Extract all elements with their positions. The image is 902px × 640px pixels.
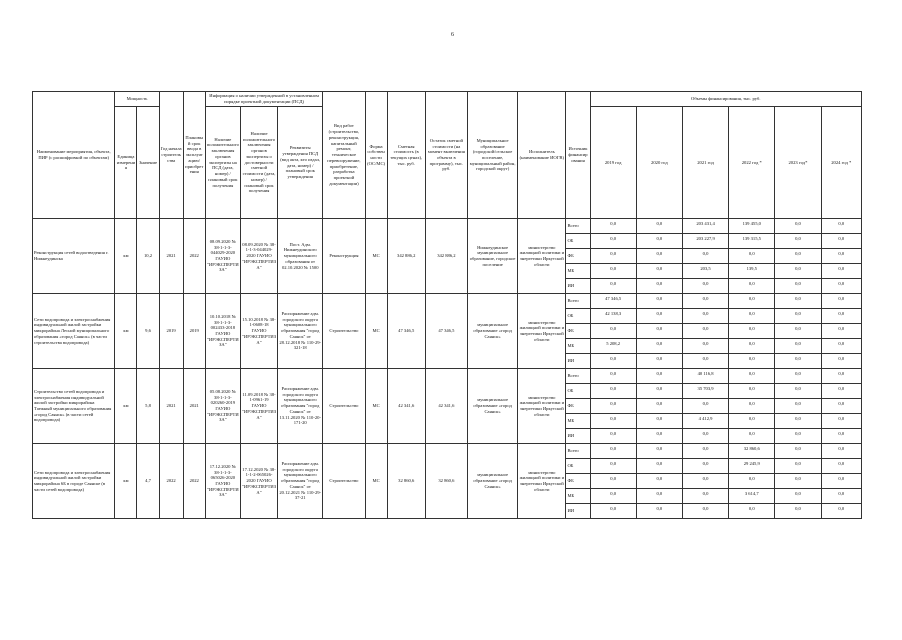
funding-cell: 0,0 [682, 354, 728, 369]
funding-source: МБ [566, 339, 590, 354]
funding-source: ИИ [566, 354, 590, 369]
funding-cell: 0,0 [636, 264, 682, 279]
object-estimate-cost: 42 341,6 [387, 369, 425, 444]
object-municipality: Нижнеудинское муниципальное образование, городское поселение [467, 219, 517, 294]
funding-cell: 0,0 [590, 324, 636, 339]
header-financing: Объемы финансирования, тыс. руб. [590, 92, 861, 107]
header-psd-info: Информация о наличии утвержденной в установленном порядке проектной документации (ПСД) [205, 92, 323, 107]
header-year: 2022 год * [729, 107, 775, 219]
funding-cell: 0,0 [590, 414, 636, 429]
header-estimate-check: Наличие положительного заключения органов экспертизы о достоверности сметной стоимости (дата, номер) / плановый срок получения [240, 107, 277, 219]
funding-cell: 0,0 [729, 504, 775, 519]
funding-cell: 0,0 [775, 354, 821, 369]
funding-source: Всего [566, 444, 590, 459]
table-row [33, 369, 862, 384]
funding-cell: 0,0 [682, 474, 728, 489]
funding-cell: 32 860,6 [729, 444, 775, 459]
funding-cell: 0,0 [729, 414, 775, 429]
object-name: Реконструкция сетей водоотведения г. Нижнеудинска [33, 219, 115, 294]
object-planned-year: 2021 [183, 369, 205, 444]
funding-cell: 0,0 [775, 339, 821, 354]
funding-cell: 0,0 [590, 384, 636, 399]
funding-source: ОБ [566, 309, 590, 324]
funding-cell: 0,0 [682, 459, 728, 474]
funding-cell: 0,0 [636, 339, 682, 354]
funding-cell: 0,0 [729, 309, 775, 324]
object-work-type: Строительство [323, 444, 365, 519]
funding-cell: 0,0 [775, 489, 821, 504]
header-year: 2023 год* [775, 107, 821, 219]
funding-cell: 0,0 [775, 279, 821, 294]
object-executor: министерство жилищной политики и энергетики Иркутской области [518, 369, 566, 444]
object-planned-year: 2022 [183, 444, 205, 519]
object-estimate-cost: 342 886,2 [387, 219, 425, 294]
funding-cell: 0,0 [682, 294, 728, 309]
funding-cell: 42 138,3 [590, 309, 636, 324]
funding-cell: 0,0 [682, 339, 728, 354]
object-value: 5,8 [137, 369, 159, 444]
funding-cell: 0,0 [590, 249, 636, 264]
header-approval: Реквизиты утверждения ПСД (вид акта, кто издал, дата, номер) / плановый срок утверждения [278, 107, 323, 219]
funding-source: ФБ [566, 474, 590, 489]
funding-cell: 0,0 [682, 444, 728, 459]
header-planned-year: Плановый срок ввода в эксплуатацию/приобретения [183, 92, 205, 219]
funding-cell: 0,0 [729, 399, 775, 414]
funding-cell: 0,0 [590, 264, 636, 279]
funding-cell: 0,0 [821, 474, 861, 489]
funding-cell: 0,0 [775, 324, 821, 339]
funding-cell: 139,5 [729, 264, 775, 279]
funding-cell: 40 116,8 [682, 369, 728, 384]
header-year: 2020 год [636, 107, 682, 219]
funding-cell: 0,0 [636, 249, 682, 264]
object-expertise: 08.09.2020 № 38-1-1-3-044029-2020 ГАУИО "ИРЭКСПЕРТИЗА" [205, 219, 240, 294]
funding-cell: 5 208,2 [590, 339, 636, 354]
funding-cell: 0,0 [636, 354, 682, 369]
funding-cell: 0,0 [821, 369, 861, 384]
funding-cell: 0,0 [729, 324, 775, 339]
funding-cell: 0,0 [590, 459, 636, 474]
object-name: Сети водопровода и электроснабжения индивидуальной жилой застройки микрорайона 6Б в городе Саянске (в части сетей водопровода) [33, 444, 115, 519]
object-ownership: МС [365, 369, 387, 444]
header-start-year: Год начала строительства [159, 92, 183, 219]
funding-cell: 0,0 [775, 429, 821, 444]
header-municipality: Муниципальное образование (городской/сельское поселение, муниципальный район, городской округ) [467, 92, 517, 219]
funding-source: ИИ [566, 279, 590, 294]
funding-cell: 0,0 [636, 369, 682, 384]
header-unit: Единица измерения [115, 107, 137, 219]
funding-cell: 0,0 [821, 399, 861, 414]
funding-cell: 0,0 [775, 444, 821, 459]
object-value: 9,6 [137, 294, 159, 369]
funding-cell: 0,0 [682, 279, 728, 294]
object-work-type: Строительство [323, 369, 365, 444]
object-estimate-cost: 47 346,5 [387, 294, 425, 369]
object-estimate-check: 08.09.2020 № 38-1-1-3-044029-2020 ГАУИО "ИРЭКСПЕРТИЗА" [240, 219, 277, 294]
funding-cell: 0,0 [682, 429, 728, 444]
funding-cell: 0,0 [729, 474, 775, 489]
funding-cell: 0,0 [636, 459, 682, 474]
funding-cell: 0,0 [590, 489, 636, 504]
funding-cell: 0,0 [821, 459, 861, 474]
header-year: 2024 год * [821, 107, 861, 219]
funding-source: ФБ [566, 249, 590, 264]
funding-cell: 0,0 [821, 279, 861, 294]
funding-cell: 0,0 [821, 414, 861, 429]
funding-cell: 0,0 [821, 504, 861, 519]
funding-source: ИИ [566, 429, 590, 444]
funding-cell: 0,0 [729, 249, 775, 264]
funding-cell: 0,0 [682, 504, 728, 519]
funding-source: ОБ [566, 459, 590, 474]
funding-cell: 0,0 [729, 369, 775, 384]
funding-source: Всего [566, 219, 590, 234]
page-number: 6 [451, 32, 454, 38]
table-row [33, 219, 862, 234]
funding-cell: 47 346,5 [590, 294, 636, 309]
funding-cell: 0,0 [636, 219, 682, 234]
funding-cell: 0,0 [590, 504, 636, 519]
funding-cell: 139 315,5 [729, 234, 775, 249]
funding-cell: 0,0 [636, 444, 682, 459]
funding-cell: 0,0 [636, 384, 682, 399]
object-value: 10,2 [137, 219, 159, 294]
funding-cell: 0,0 [636, 489, 682, 504]
object-executor: министерство жилищной политики и энергетики Иркутской области [518, 219, 566, 294]
funding-cell: 0,0 [729, 279, 775, 294]
financing-table [32, 91, 862, 519]
funding-cell: 0,0 [636, 279, 682, 294]
object-name: Сети водопровода и электроснабжения индивидуальной жилой застройки микрорайона Лесной муниципального образования «город Саянск» (в части строительства водопровода) [33, 294, 115, 369]
funding-cell: 0,0 [821, 294, 861, 309]
header-ownership: Форма собственности (ОС/МС) [365, 92, 387, 219]
object-ownership: МС [365, 294, 387, 369]
object-estimate-check: 17.12.2020 № 38-1-1-2-065026-2020 ГАУИО "ИРЭКСПЕРТИЗА" [240, 444, 277, 519]
funding-cell: 0,0 [775, 264, 821, 279]
funding-cell: 0,0 [775, 414, 821, 429]
funding-cell: 0,0 [729, 429, 775, 444]
object-work-type: Строительство [323, 294, 365, 369]
funding-cell: 0,0 [821, 219, 861, 234]
header-fin-source: Источник финансирования [566, 92, 590, 219]
funding-cell: 0,0 [821, 354, 861, 369]
object-planned-year: 2019 [183, 294, 205, 369]
object-estimate-check: 11.09.2018 № 38-1-0961-19 ГАУИО "ИРЭКСПЕРТИЗА" [240, 369, 277, 444]
funding-cell: 0,0 [821, 489, 861, 504]
funding-cell: 0,0 [590, 444, 636, 459]
funding-cell: 0,0 [590, 279, 636, 294]
funding-cell: 0,0 [636, 414, 682, 429]
funding-cell: 0,0 [775, 399, 821, 414]
funding-cell: 0,0 [729, 384, 775, 399]
funding-cell: 0,0 [775, 504, 821, 519]
funding-cell: 0,0 [590, 399, 636, 414]
funding-cell: 0,0 [590, 369, 636, 384]
funding-cell: 203,5 [682, 264, 728, 279]
header-year: 2019 год [590, 107, 636, 219]
object-ownership: МС [365, 219, 387, 294]
object-work-type: Реконструкция [323, 219, 365, 294]
funding-cell: 0,0 [729, 339, 775, 354]
funding-cell: 29 245,9 [729, 459, 775, 474]
funding-cell: 0,0 [682, 249, 728, 264]
object-approval: Распоряжение адм. городского округа муниципального образования "город Саянск" от 20.12.2021 № 110-29-37-21 [278, 444, 323, 519]
funding-cell: 0,0 [682, 309, 728, 324]
funding-cell: 0,0 [636, 234, 682, 249]
funding-cell: 0,0 [729, 354, 775, 369]
object-ownership: МС [365, 444, 387, 519]
header-expertise: Наличие положительного заключения органов экспертизы на ПСД (дата, номер) / плановый срок получения [205, 107, 240, 219]
header-remaining-cost: Остаток сметной стоимости (на момент включения объекта в программу), тыс. руб. [425, 92, 467, 219]
funding-cell: 0,0 [775, 459, 821, 474]
funding-cell: 0,0 [636, 324, 682, 339]
funding-source: ФБ [566, 324, 590, 339]
object-expertise: 10.10.2018 № 38-1-1-3-002433-2018 ГАУИО "ИРЭКСПЕРТИЗА" [205, 294, 240, 369]
funding-source: МБ [566, 489, 590, 504]
funding-cell: 0,0 [590, 429, 636, 444]
object-municipality: муниципальное образование «город Саянск» [467, 369, 517, 444]
object-remaining-cost: 342 886,2 [425, 219, 467, 294]
header-executor: Исполнитель (наименование ИОГВ) [518, 92, 566, 219]
object-start-year: 2021 [159, 219, 183, 294]
object-approval: Распоряжение адм. городского округа муниципального образования "город Саянск" от 28.12.2018 № 110-29-321-18 [278, 294, 323, 369]
object-municipality: муниципальное образование «город Саянск» [467, 294, 517, 369]
funding-cell: 0,0 [590, 474, 636, 489]
object-unit: км [115, 294, 137, 369]
object-estimate-cost: 32 860,6 [387, 444, 425, 519]
funding-cell: 0,0 [682, 489, 728, 504]
funding-cell: 0,0 [821, 339, 861, 354]
funding-cell: 0,0 [590, 234, 636, 249]
funding-source: ОБ [566, 384, 590, 399]
object-planned-year: 2022 [183, 219, 205, 294]
funding-source: ФБ [566, 399, 590, 414]
funding-cell: 0,0 [682, 399, 728, 414]
funding-cell: 0,0 [775, 219, 821, 234]
funding-cell: 0,0 [821, 249, 861, 264]
object-unit: км [115, 219, 137, 294]
object-start-year: 2021 [159, 369, 183, 444]
object-approval: Распоряжение адм. городского округа муниципального образования "город Саянск" от 13.11.2020 № 110-20-171-20 [278, 369, 323, 444]
funding-source: ИИ [566, 504, 590, 519]
funding-cell: 0,0 [821, 444, 861, 459]
object-expertise: 17.12.2020 № 38-1-1-3-065026-2020 ГАУИО "ИРЭКСПЕРТИЗА" [205, 444, 240, 519]
funding-cell: 0,0 [636, 429, 682, 444]
funding-source: Всего [566, 294, 590, 309]
funding-cell: 0,0 [636, 294, 682, 309]
header-capacity: Мощность [115, 92, 159, 107]
funding-cell: 0,0 [821, 234, 861, 249]
funding-cell: 35 703,9 [682, 384, 728, 399]
header-year: 2021 год [682, 107, 728, 219]
funding-cell: 0,0 [636, 399, 682, 414]
funding-cell: 203 431,4 [682, 219, 728, 234]
table-row [33, 294, 862, 309]
funding-cell: 0,0 [775, 384, 821, 399]
funding-source: МБ [566, 414, 590, 429]
object-municipality: муниципальное образование «город Саянск» [467, 444, 517, 519]
funding-cell: 0,0 [636, 504, 682, 519]
funding-source: Всего [566, 369, 590, 384]
funding-cell: 0,0 [821, 264, 861, 279]
funding-cell: 203 227,9 [682, 234, 728, 249]
object-start-year: 2019 [159, 294, 183, 369]
funding-cell: 0,0 [775, 249, 821, 264]
object-unit: км [115, 369, 137, 444]
funding-cell: 0,0 [775, 294, 821, 309]
object-approval: Пост. Адм. Нижнеудинского муниципального образования от 02.10.2020 № 1500 [278, 219, 323, 294]
object-estimate-check: 15.10.2018 № 38-1-0608-18 ГАУИО "ИРЭКСПЕРТИЗА" [240, 294, 277, 369]
funding-cell: 0,0 [775, 474, 821, 489]
funding-cell: 0,0 [590, 354, 636, 369]
funding-cell: 0,0 [590, 219, 636, 234]
object-expertise: 05.08.2020 № 38-1-1-3-020260-2019 ГАУИО "ИРЭКСПЕРТИЗА" [205, 369, 240, 444]
funding-cell: 0,0 [821, 324, 861, 339]
funding-cell: 0,0 [682, 324, 728, 339]
object-remaining-cost: 32 860,6 [425, 444, 467, 519]
funding-cell: 139 455,0 [729, 219, 775, 234]
funding-cell: 4 412,9 [682, 414, 728, 429]
funding-cell: 0,0 [636, 474, 682, 489]
funding-cell: 0,0 [775, 234, 821, 249]
header-name: Наименование мероприятия, объекта, ПИР (с расшифровкой по объектам) [33, 92, 115, 219]
funding-cell: 0,0 [821, 429, 861, 444]
object-remaining-cost: 42 341,6 [425, 369, 467, 444]
funding-cell: 0,0 [729, 294, 775, 309]
object-unit: км [115, 444, 137, 519]
header-value: Значение [137, 107, 159, 219]
funding-source: ОБ [566, 234, 590, 249]
object-start-year: 2022 [159, 444, 183, 519]
object-name: Строительство сетей водопровода и электроснабжения индивидуальной жилой застройки микрорайона Таежный муниципального образования «город Саянск» (в части сетей водопровода) [33, 369, 115, 444]
header-work-type: Вид работ (строительство, реконструкция, капитальный ремонт, техническое перевооружение, приобретение, разработка проектной документации) [323, 92, 365, 219]
table-row [33, 444, 862, 459]
funding-cell: 3 614,7 [729, 489, 775, 504]
funding-cell: 0,0 [775, 369, 821, 384]
funding-cell: 0,0 [775, 309, 821, 324]
funding-cell: 0,0 [636, 309, 682, 324]
object-value: 4,7 [137, 444, 159, 519]
object-remaining-cost: 47 346,5 [425, 294, 467, 369]
funding-source: МБ [566, 264, 590, 279]
header-estimate-cost: Сметная стоимость (в текущих ценах), тыс. руб. [387, 92, 425, 219]
object-executor: министерство жилищной политики и энергетики Иркутской области [518, 444, 566, 519]
funding-cell: 0,0 [821, 384, 861, 399]
object-executor: министерство жилищной политики и энергетики Иркутской области [518, 294, 566, 369]
funding-cell: 0,0 [821, 309, 861, 324]
